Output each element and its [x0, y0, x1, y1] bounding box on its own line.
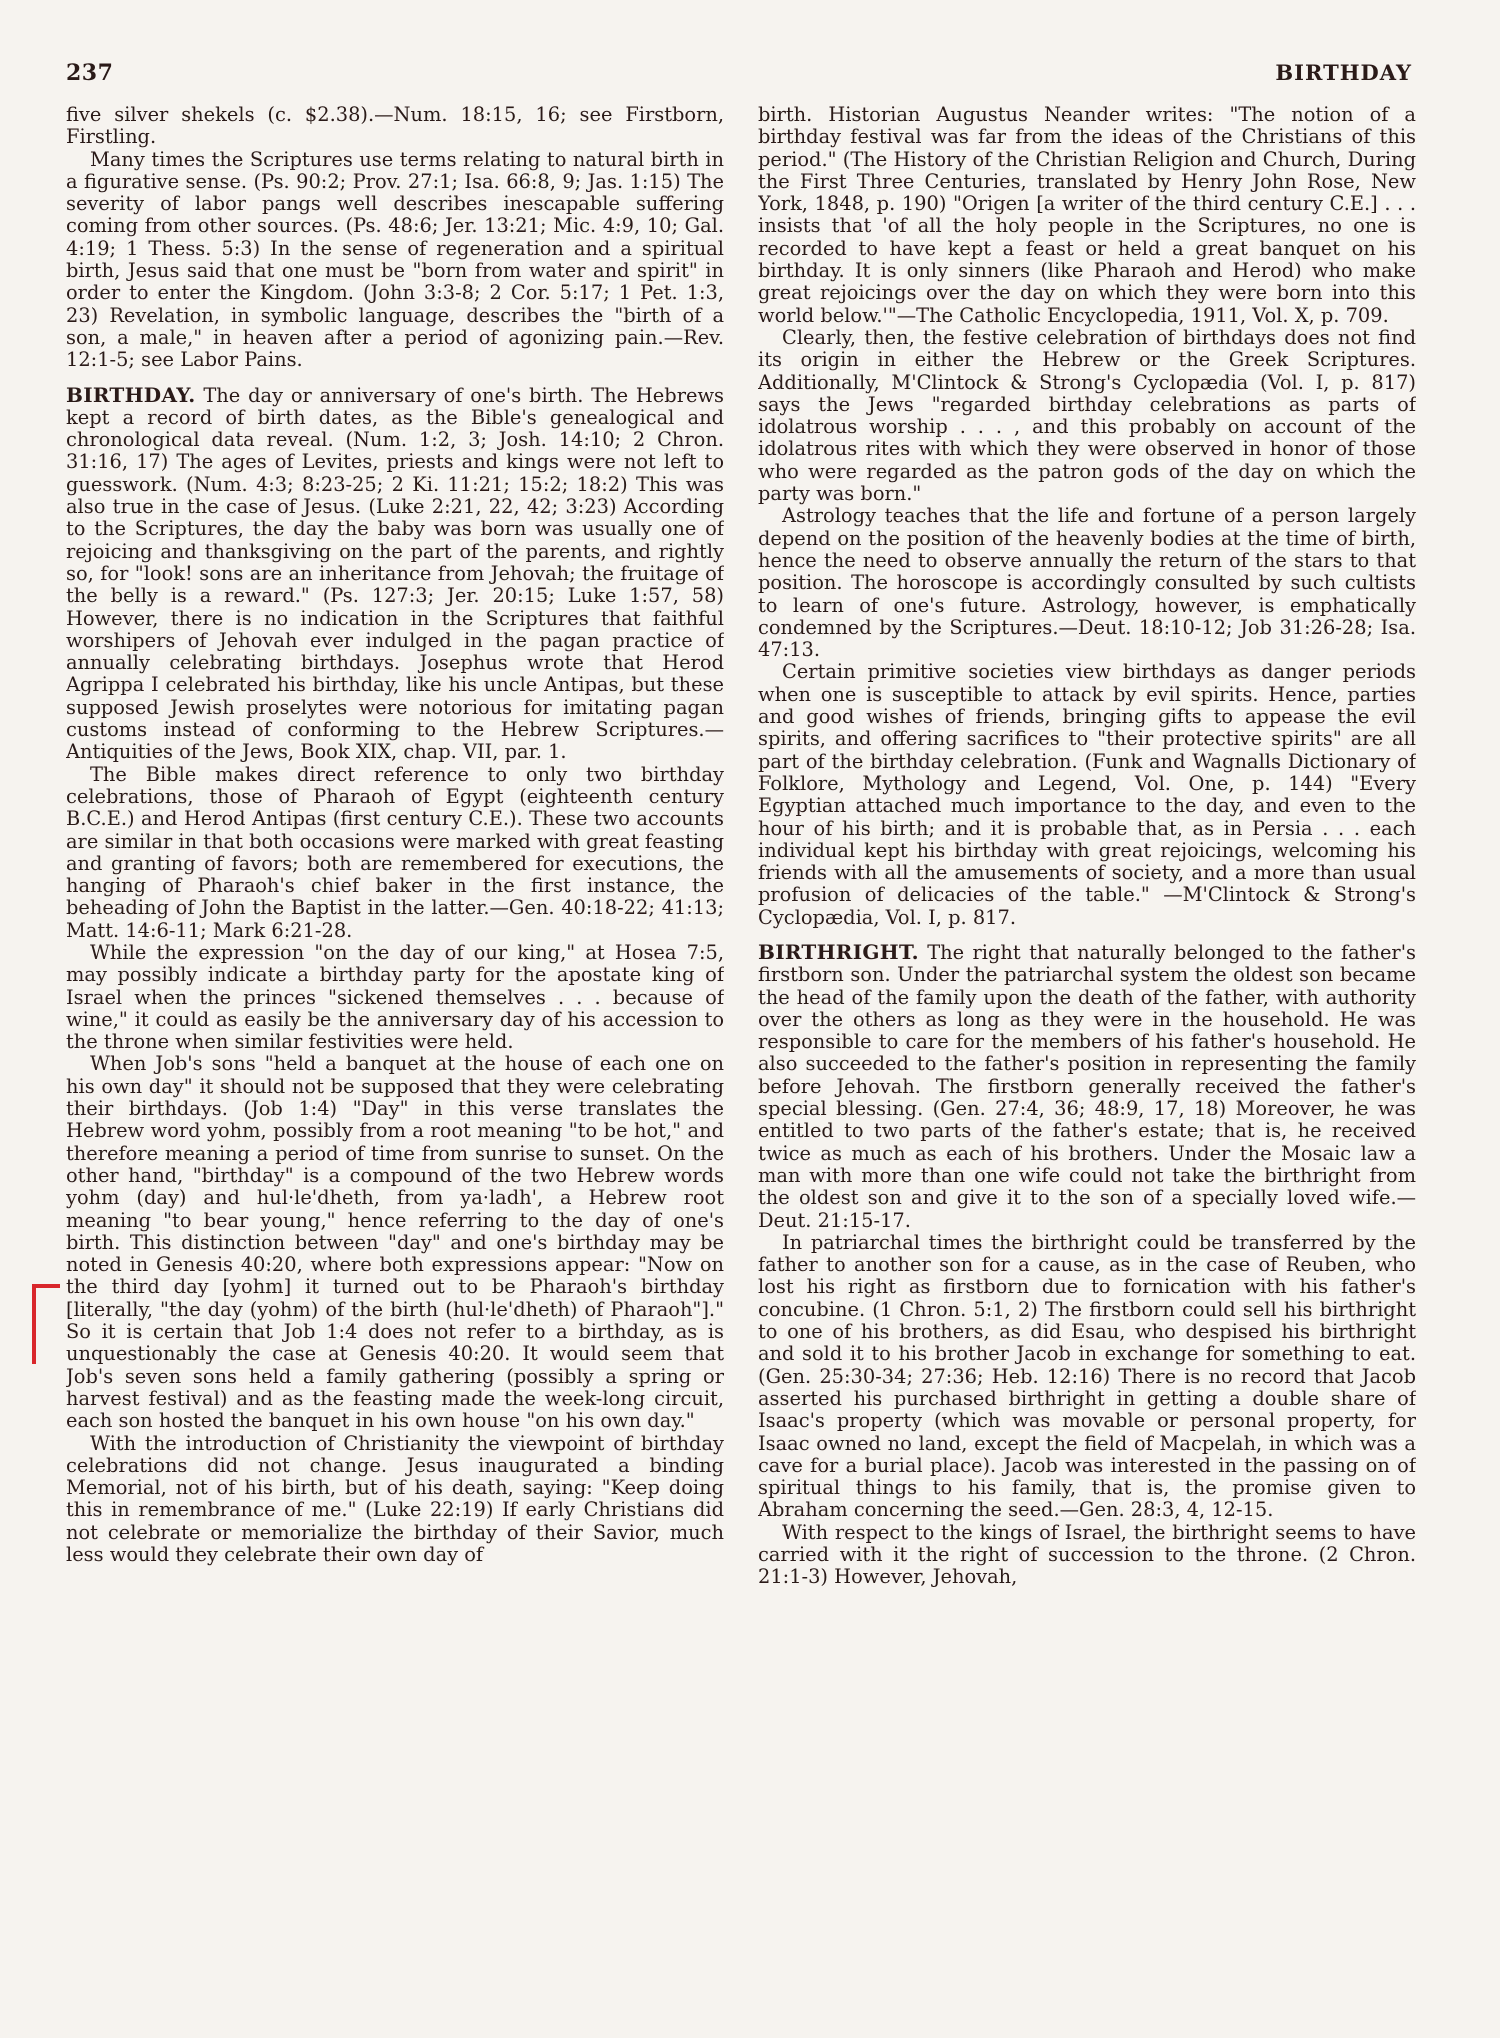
paragraph: Astrology teaches that the life and fortune of a person largely depend on the position of the heavenly bodies at the time of birth, hence the need to observe annually the return of the stars to that position. The horoscope is accordingly consulted by such cultists to learn of one's future. Astrology, however, is emphatically condemned by the Scriptures.—Deut. 18:10-12; Job 31:26-28; Isa. 47:13.	[758, 504, 1416, 662]
paragraph: While the expression "on the day of our king," at Hosea 7:5, may possibly indicate a birthday party for the apostate king of Israel when the princes "sickened themselves . . . because of wine," it could as easily be the anniversary day of his accession to the throne when similar festivities were held.	[66, 940, 724, 1054]
running-head: BIRTHDAY	[1275, 60, 1412, 85]
right-column	[758, 104, 1416, 1924]
paragraph: The day or anniversary of one's birth. The Hebrews kept a record of birth dates, as the Bible's genealogical and chronological data reveal. (Num. 1:2, 3; Josh. 14:10; 2 Chron. 31:16, 17) The ages of Levites, priests and kings were not left to guesswork. (Num. 4:3; 8:23-25; 2 Ki. 11:21; 15:2; 18:2) This was also true in the case of Jesus. (Luke 2:21, 22, 42; 3:23) According to the Scriptures, the day the baby was born was usually one of rejoicing and thanksgiving on the part of the parents, and rightly so, for "look! sons are an inheritance from Jehovah; the fruitage of the belly is a reward." (Ps. 127:3; Jer. 20:15; Luke 1:57, 58) However, there is no indication in the Scriptures that faithful worshipers of Jehovah ever indulged in the pagan practice of annually celebrating birthdays. Josephus wrote that Herod Agrippa I celebrated his birthday, like his uncle Antipas, but these supposed Jewish proselytes were notorious for imitating pagan customs instead of conforming to the Hebrew Scriptures.—Antiquities of the Jews, Book XIX, chap. VII, par. 1.	[66, 383, 724, 764]
margin-change-mark	[32, 1284, 60, 1364]
paragraph: Certain primitive societies view birthdays as danger periods when one is susceptible to attack by evil spirits. Hence, parties and good wishes of friends, bringing gifts to appease the evil spirits, and offering sacrifices to "their protective spirits" are all part of the birthday celebration. (Funk and Wagnalls Dictionary of Folklore, Mythology and Legend, Vol. One, p. 144) "Every Egyptian attached much importance to the day, and even to the hour of his birth; and it is probable that, as in Persia . . . each individual kept his birthday with great rejoicings, welcoming his friends with all the amusements of society, and a more than usual profusion of delicacies of the table." —M'Clintock & Strong's Cyclopædia, Vol. I, p. 817.	[758, 660, 1416, 929]
page-number: 237	[66, 60, 114, 86]
paragraph: With the introduction of Christianity the viewpoint of birthday celebrations did not change. Jesus inaugurated a binding Memorial, not of his birth, but of his death, saying: "Keep doing this in remembrance of me." (Luke 22:19) If early Christians did not celebrate or memorialize the birthday of their Savior, much less would they celebrate their own day of	[66, 1431, 724, 1566]
left-column	[66, 104, 724, 1924]
paragraph: birth. Historian Augustus Neander writes: "The notion of a birthday festival was far from the ideas of the Christians of this period." (The History of the Christian Religion and Church, During the First Three Centuries, translated by Henry John Rose, New York, 1848, p. 190) "Origen [a writer of the third century C.E.] . . . insists that 'of all the holy people in the Scriptures, no one is recorded to have kept a feast or held a great banquet on his birthday. It is only sinners (like Pharaoh and Herod) who make great rejoicings over the day on which they were born into this world below.'"—The Catholic Encyclopedia, 1911, Vol. X, p. 709.	[758, 104, 1416, 327]
page-header	[66, 60, 1412, 94]
paragraph: With respect to the kings of Israel, the birthright seems to have carried with it the right of succession to the throne. (2 Chron. 21:1-3) However, Jehovah,	[758, 1520, 1416, 1589]
entry-birthday	[66, 384, 724, 764]
entry-birthright	[758, 941, 1416, 1232]
paragraph: In patriarchal times the birthright could be transferred by the father to another son for a cause, as in the case of Reuben, who lost his right as firstborn due to fornication with his father's concubine. (1 Chron. 5:1, 2) The firstborn could sell his birthright to one of his brothers, as did Esau, who despised his birthright and sold it to his brother Jacob in exchange for something to eat. (Gen. 25:30-34; 27:36; Heb. 12:16) There is no record that Jacob asserted his purchased birthright in getting a double share of Isaac's property (which was movable or personal property, for Isaac owned no land, except the field of Macpelah, in which was a cave for a burial place). Jacob was interested in the passing on of spiritual things to his family, that is, the promise given to Abraham concerning the seed.—Gen. 28:3, 4, 12-15.	[758, 1230, 1416, 1522]
entry-heading-birthday: BIRTHDAY.	[66, 382, 196, 407]
paragraph: five silver shekels (c. $2.38).—Num. 18:15, 16; see Firstborn, Firstling.	[66, 104, 724, 149]
paragraph: When Job's sons "held a banquet at the house of each one on his own day" it should not be supposed that they were celebrating their birthdays. (Job 1:4) "Day" in this verse translates the Hebrew word yohm, possibly from a root meaning "to be hot," and therefore meaning a period of time from sunrise to sunset. On the other hand, "birthday" is a compound of the two Hebrew words yohm (day) and hul·le'dheth, from ya·ladh', a Hebrew root meaning "to bear young," hence referring to the day of one's birth. This distinction between "day" and one's birthday may be noted in Genesis 40:20, where both expressions appear: "Now on the third day [yohm] it turned out to be Pharaoh's birthday [literally, "the day (yohm) of the birth (hul·le'dheth) of Pharaoh"]." So it is certain that Job 1:4 does not refer to a birthday, as is unquestionably the case at Genesis 40:20. It would seem that Job's seven sons held a family gathering (possibly a spring or harvest festival) and as the feasting made the week-long circuit, each son hosted the banquet in his own house "on his own day."	[66, 1052, 724, 1433]
paragraph: The right that naturally belonged to the father's firstborn son. Under the patriarchal system the oldest son became the head of the family upon the death of the father, with authority over the others as long as they were in the household. He was responsible to care for the members of his father's household. He also succeeded to the father's position in representing the family before Jehovah. The firstborn generally received the father's special blessing. (Gen. 27:4, 36; 48:9, 17, 18) Moreover, he was entitled to two parts of the father's estate; that is, he received twice as much as each of his brothers. Under the Mosaic law a man with more than one wife could not take the birthright from the oldest son and give it to the son of a specially loved wife.—Deut. 21:15-17.	[758, 940, 1416, 1232]
paragraph: Clearly, then, the festive celebration of birthdays does not find its origin in either the Hebrew or the Greek Scriptures. Additionally, M'Clintock & Strong's Cyclopædia (Vol. I, p. 817) says the Jews "regarded birthday celebrations as parts of idolatrous worship . . . , and this probably on account of the idolatrous rites with which they were observed in honor of those who were regarded as the patron gods of the day on which the party was born."	[758, 325, 1416, 506]
entry-heading-birthright: BIRTHRIGHT.	[758, 939, 919, 964]
paragraph: Many times the Scriptures use terms relating to natural birth in a figurative sense. (Ps. 90:2; Prov. 27:1; Isa. 66:8, 9; Jas. 1:15) The severity of labor pangs well describes inescapable suffering coming from other sources. (Ps. 48:6; Jer. 13:21; Mic. 4:9, 10; Gal. 4:19; 1 Thess. 5:3) In the sense of regeneration and a spiritual birth, Jesus said that one must be "born from water and spirit" in order to enter the Kingdom. (John 3:3-8; 2 Cor. 5:17; 1 Pet. 1:3, 23) Revelation, in symbolic language, describes the "birth of a son, a male," in heaven after a period of agonizing pain.—Rev. 12:1-5; see Labor Pains.	[66, 147, 724, 372]
paragraph: The Bible makes direct reference to only two birthday celebrations, those of Pharaoh of Egypt (eighteenth century B.C.E.) and Herod Antipas (first century C.E.). These two accounts are similar in that both occasions were marked with great feasting and granting of favors; both are remembered for executions, the hanging of Pharaoh's chief baker in the first instance, the beheading of John the Baptist in the latter.—Gen. 40:18-22; 41:13; Matt. 14:6-11; Mark 6:21-28.	[66, 762, 724, 942]
